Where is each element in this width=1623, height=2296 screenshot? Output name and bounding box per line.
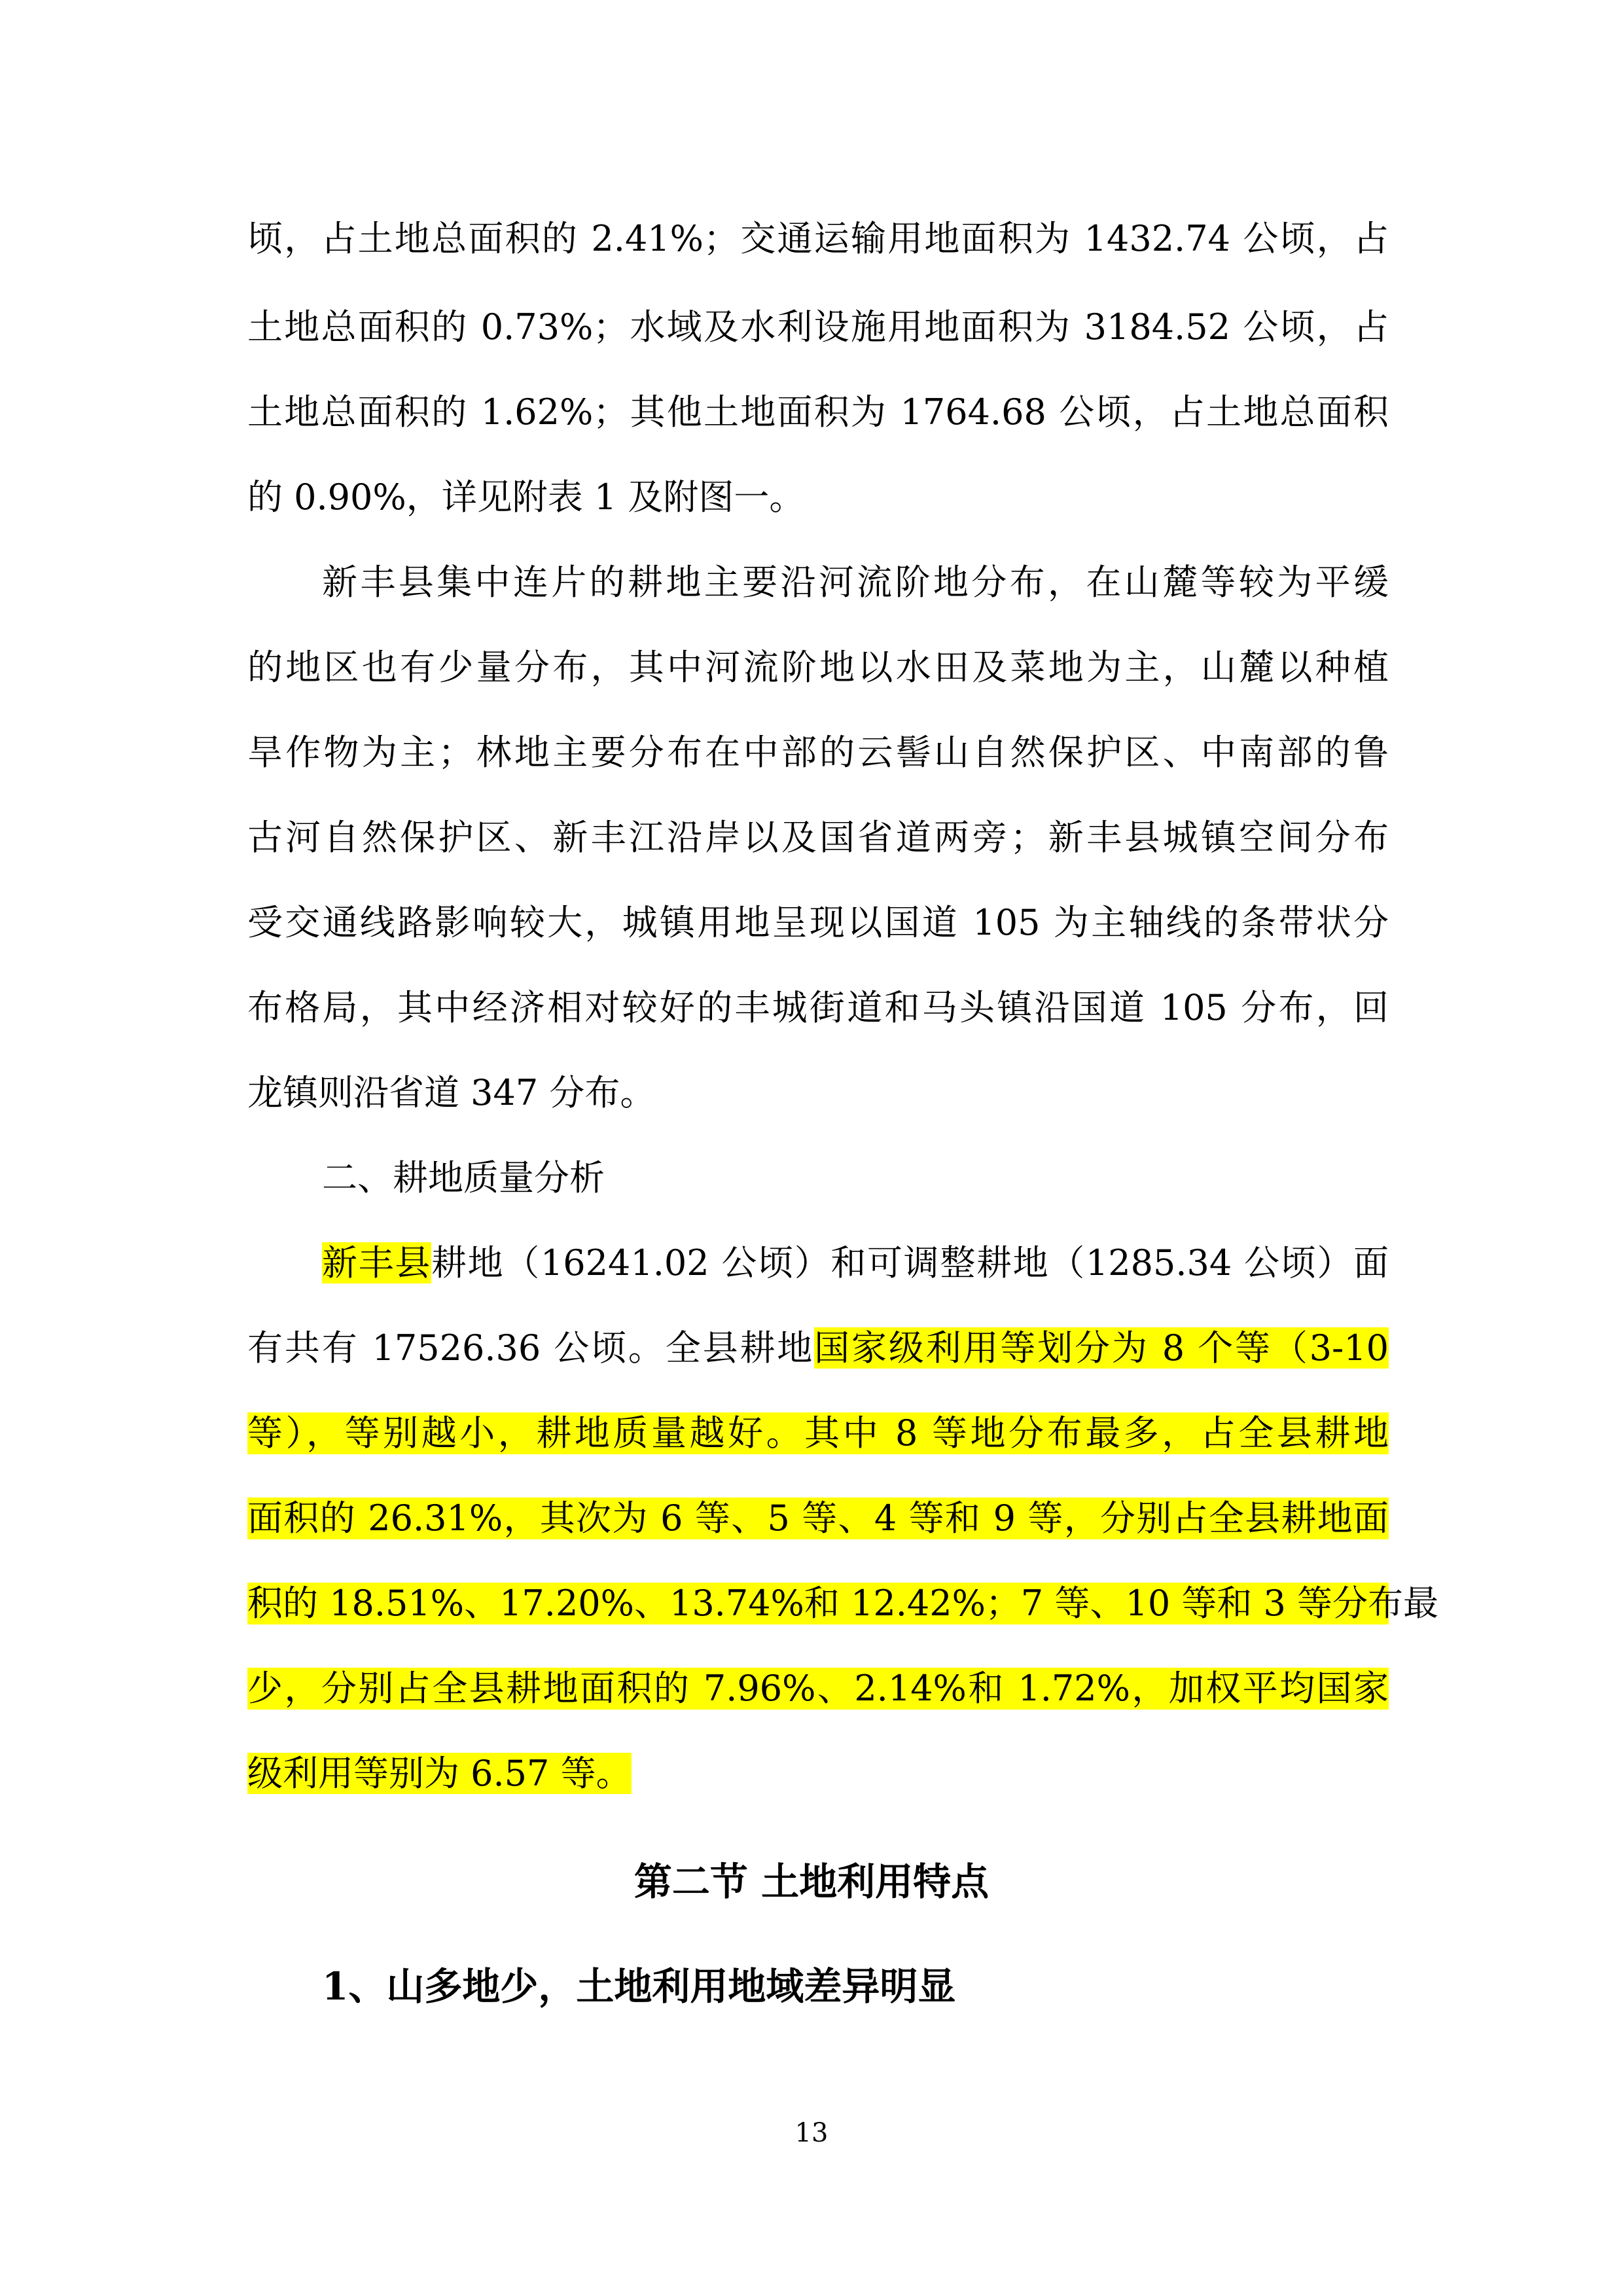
page-number: 13 xyxy=(794,2118,829,2148)
paragraph1-line-3: 土地总面积的 1.62%；其他土地面积为 1764.68 公顷，占土地总面积 xyxy=(247,391,1389,433)
paragraph2-line-1: 新丰县集中连片的耕地主要沿河流阶地分布，在山麓等较为平缓 xyxy=(322,562,1389,603)
paragraph2-line-7: 龙镇则沿省道 347 分布。 xyxy=(247,1072,656,1113)
paragraph3-line-2 xyxy=(247,1327,1389,1369)
paragraph2-line-4: 古河自然保护区、新丰江沿岸以及国省道两旁；新丰县城镇空间分布 xyxy=(247,817,1389,858)
paragraph1-line-2: 土地总面积的 0.73%；水域及水利设施用地面积为 3184.52 公顷，占 xyxy=(247,306,1389,348)
highlight-span: 国家级利用等划分为 8 个等（3-10 xyxy=(814,1327,1389,1369)
paragraph2-line-3: 旱作物为主；林地主要分布在中部的云髻山自然保护区、中南部的鲁 xyxy=(247,732,1389,773)
paragraph3-line-6: 少，分别占全县耕地面积的 7.96%、2.14%和 1.72%，加权平均国家 xyxy=(247,1668,1389,1709)
paragraph3-line-2-text: 有共有 17526.36 公顷。全县耕地 xyxy=(247,1327,815,1369)
paragraph3-line-4: 面积的 26.31%，其次为 6 等、5 等、4 等和 9 等，分别占全县耕地面 xyxy=(247,1498,1389,1539)
paragraph2-line-6: 布格局，其中经济相对较好的丰城街道和马头镇沿国道 105 分布，回 xyxy=(247,987,1389,1028)
paragraph3-line-1 xyxy=(322,1242,1389,1284)
chapter-heading: 第二节 土地利用特点 xyxy=(633,1859,990,1904)
paragraph1-line-1: 顷，占土地总面积的 2.41%；交通运输用地面积为 1432.74 公顷，占 xyxy=(247,218,1389,259)
section-heading: 二、耕地质量分析 xyxy=(322,1157,605,1198)
paragraph3-line-7 xyxy=(247,1753,1389,1795)
paragraph2-line-2: 的地区也有少量分布，其中河流阶地以水田及菜地为主，山麓以种植 xyxy=(247,647,1389,688)
paragraph2-line-5: 受交通线路影响较大，城镇用地呈现以国道 105 为主轴线的条带状分 xyxy=(247,902,1389,943)
highlight-span: 新丰县 xyxy=(322,1242,431,1283)
subheading: 1、山多地少，土地利用地域差异明显 xyxy=(322,1964,956,2009)
highlight-span: 级利用等别为 6.57 等。 xyxy=(247,1753,632,1794)
paragraph3-line-1-text: 耕地（16241.02 公顷）和可调整耕地（1285.34 公顷）面 xyxy=(431,1242,1389,1283)
paragraph1-line-4: 的 0.90%，详见附表 1 及附图一。 xyxy=(247,476,805,518)
paragraph3-line-5: 积的 18.51%、17.20%、13.74%和 12.42%；7 等、10 等和 3 等分布最 xyxy=(247,1583,1439,1624)
paragraph3-line-3: 等），等别越小，耕地质量越好。其中 8 等地分布最多，占全县耕地 xyxy=(247,1412,1389,1454)
